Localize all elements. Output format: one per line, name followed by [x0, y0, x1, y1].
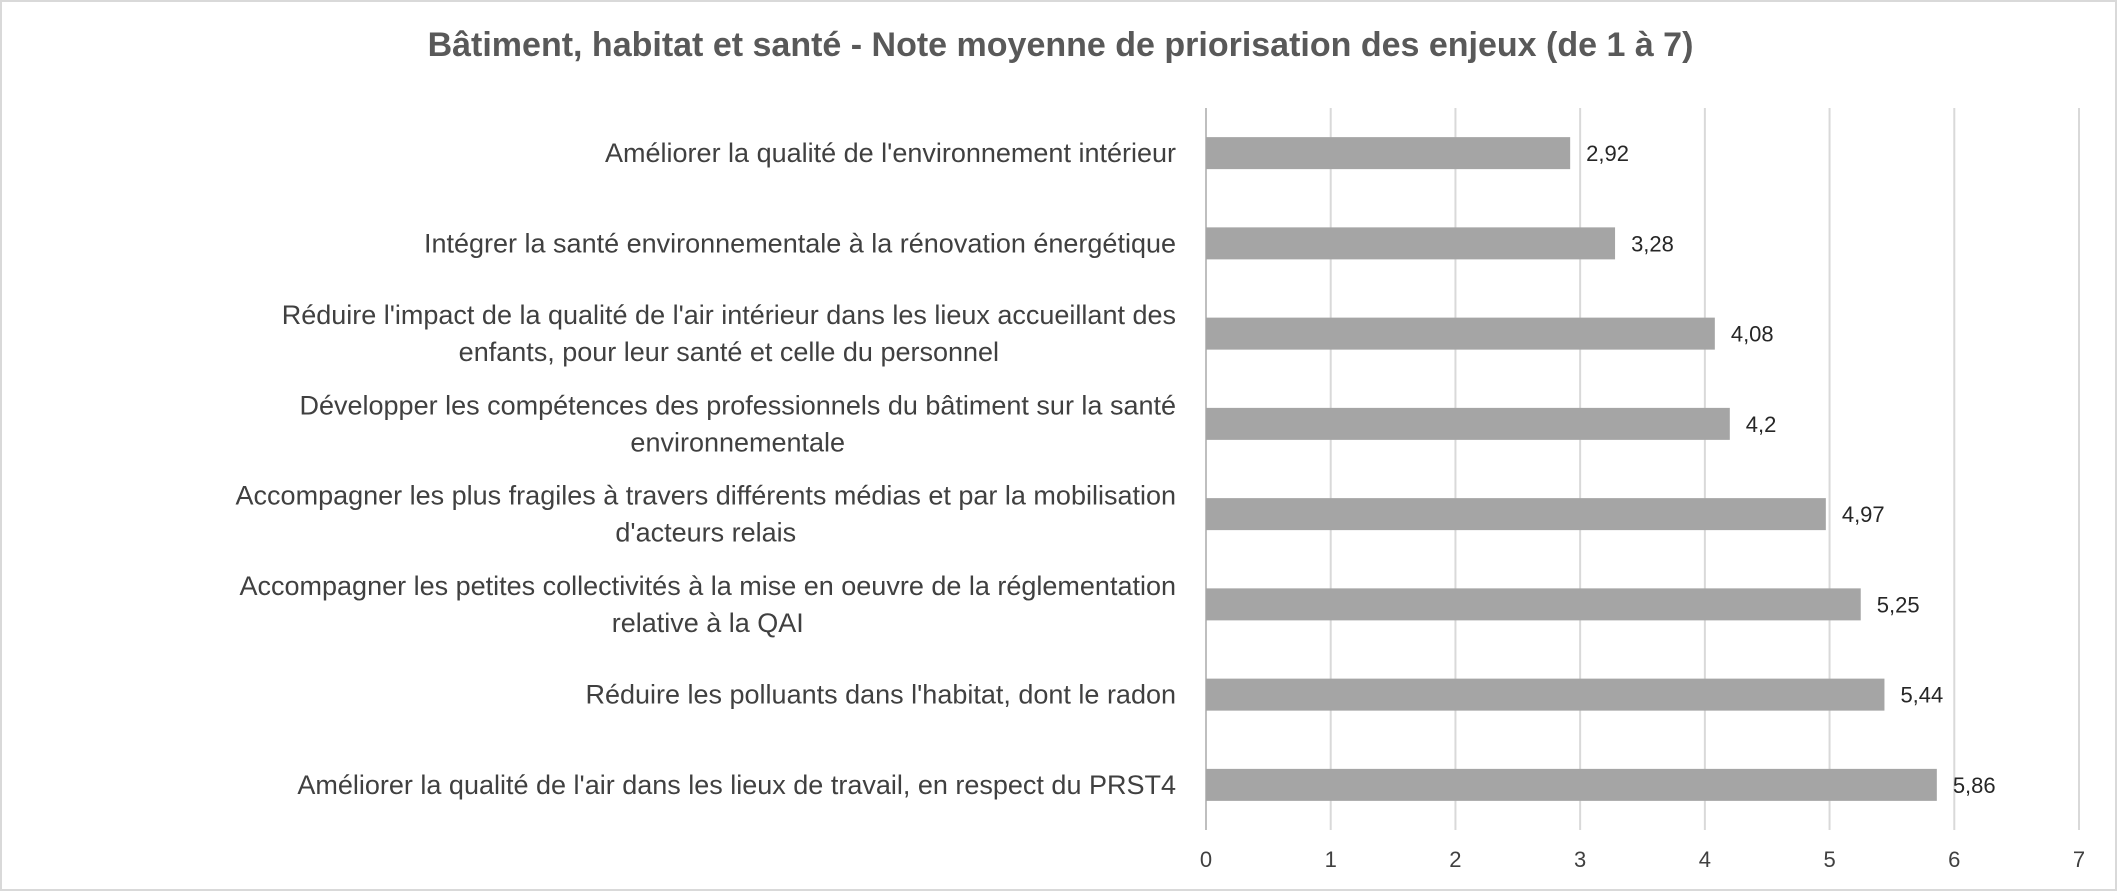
- category-label: relative à la QAI: [611, 607, 804, 638]
- bar-8: [1206, 769, 1937, 801]
- data-label: 5,44: [1900, 682, 1944, 708]
- bar-3: [1206, 318, 1715, 350]
- bar-2: [1206, 227, 1615, 259]
- x-tick-label: 7: [2072, 847, 2086, 872]
- bar-6: [1206, 588, 1861, 620]
- category-label: Accompagner les petites collectivités à la mise en oeuvre de la réglementation: [239, 570, 1176, 601]
- category-label: Intégrer la santé environnementale à la rénovation énergétique: [423, 228, 1176, 259]
- data-label: 2,92: [1586, 141, 1629, 167]
- data-label: 5,25: [1876, 592, 1920, 618]
- data-label: 4,08: [1730, 321, 1774, 347]
- bar-chart: [2, 2, 2117, 893]
- category-label: Améliorer la qualité de l'air dans les lieux de travail, en respect du PRST4: [297, 769, 1176, 800]
- x-tick-label: 3: [1574, 847, 1587, 872]
- chart-title: Bâtiment, habitat et santé - Note moyenne de priorisation des enjeux (de 1 à 7): [427, 26, 1694, 64]
- x-tick-label: 0: [1199, 847, 1213, 872]
- bar-4: [1206, 408, 1730, 440]
- x-tick-label: 5: [1823, 847, 1836, 872]
- bar-5: [1206, 498, 1826, 530]
- category-label: Réduire l'impact de la qualité de l'air intérieur dans les lieux accueillant des: [281, 300, 1176, 331]
- data-label: 4,97: [1841, 502, 1885, 528]
- x-tick-label: 2: [1449, 847, 1462, 872]
- category-label: Réduire les polluants dans l'habitat, dont le radon: [585, 679, 1176, 710]
- category-label: environnementale: [630, 427, 846, 458]
- bar-1: [1206, 137, 1570, 169]
- category-label: Accompagner les plus fragiles à travers différents médias et par la mobilisation: [235, 480, 1176, 511]
- x-tick-label: 4: [1698, 847, 1711, 872]
- category-label: d'acteurs relais: [615, 517, 797, 548]
- category-label: Améliorer la qualité de l'environnement intérieur: [605, 138, 1176, 169]
- data-label: 4,2: [1745, 411, 1777, 437]
- bar-7: [1206, 679, 1884, 711]
- x-tick-label: 1: [1324, 847, 1337, 872]
- data-label: 3,28: [1631, 231, 1674, 257]
- x-tick-label: 6: [1948, 847, 1961, 872]
- category-label: enfants, pour leur santé et celle du personnel: [458, 337, 1000, 368]
- data-label: 5,86: [1952, 772, 1996, 798]
- category-label: Développer les compétences des professionnels du bâtiment sur la santé: [299, 390, 1176, 421]
